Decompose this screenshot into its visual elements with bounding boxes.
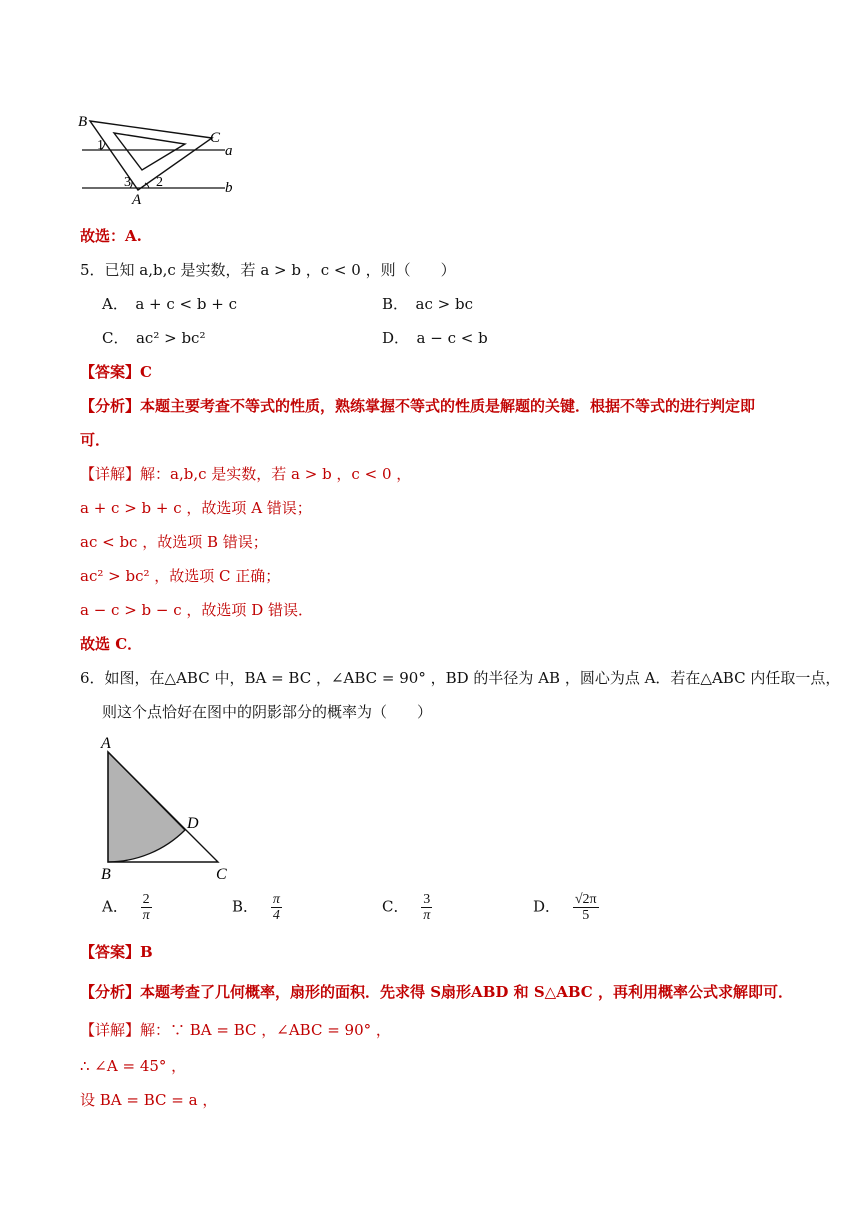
q6-option-b: [232, 892, 282, 923]
label-B: B: [78, 114, 88, 130]
q5-step4: a − c > b − c ，故选项 D 错误．: [80, 601, 313, 619]
q5-option-a: A． a + c < b + c: [102, 295, 237, 313]
q6-option-a-label: A．: [102, 897, 128, 916]
q5-option-d: D． a − c < b: [382, 329, 488, 347]
q6-answer: 【答案】B: [80, 943, 153, 961]
q6-option-d-fraction: $\frac{√2\pi}{5}$: [574, 892, 597, 923]
q6-stem-line2: 则这个点恰好在图中的阴影部分的概率为（ ）: [102, 703, 433, 721]
q6-option-d: [533, 892, 599, 923]
fig6-label-B: B: [101, 866, 111, 883]
q5-detail: 【详解】解：a,b,c 是实数，若 a > b ，c < 0 ，: [80, 465, 412, 483]
fig6-label-D: D: [187, 815, 199, 832]
label-line-b: b: [225, 180, 233, 196]
q5-conclusion: 故选 C．: [80, 635, 143, 653]
q5-option-c: C． ac² > bc²: [102, 329, 206, 347]
q5-stem: 5．已知 a,b,c 是实数，若 a > b ，c < 0 ，则（ ）: [80, 261, 456, 279]
q6-analysis: 【分析】本题考查了几何概率，扇形的面积．先求得 S扇形ABD 和 S△ABC ，再利用概率公式求解即可．: [80, 983, 793, 1001]
q6-option-b-label: B．: [232, 897, 259, 916]
figure-triangle-sector: [95, 730, 245, 885]
conclusion-q4: 故选：A.: [80, 227, 142, 245]
q6-step2: 设 BA = BC = a ，: [80, 1091, 218, 1109]
q6-option-d-label: D．: [533, 897, 561, 916]
q6-option-c-label: C．: [382, 897, 409, 916]
label-line-a: a: [225, 143, 233, 159]
q6-option-c: [382, 892, 432, 923]
q5-step3: ac² > bc² ，故选项 C 正确；: [80, 567, 281, 585]
q6-step1: ∴ ∠A = 45° ，: [80, 1057, 187, 1075]
angle-3: 3: [124, 175, 131, 190]
figure-triangle-parallel-lines: [70, 108, 250, 208]
q5-analysis-line1: 【分析】本题主要考查不等式的性质，熟练掌握不等式的性质是解题的关键．根据不等式的进行判定即: [80, 397, 756, 415]
label-A: A: [132, 192, 142, 208]
q5-step2: ac < bc ，故选项 B 错误；: [80, 533, 268, 551]
label-C: C: [210, 130, 221, 146]
q5-answer: 【答案】C: [80, 363, 152, 381]
q6-detail: 【详解】解：∵ BA = BC ，∠ABC = 90° ，: [80, 1021, 391, 1039]
q5-step1: a + c > b + c ，故选项 A 错误；: [80, 499, 312, 517]
q5-analysis-line2: 可．: [80, 431, 111, 449]
fig6-label-C: C: [216, 866, 227, 883]
angle-2: 2: [156, 175, 163, 190]
q6-stem-line1: 6．如图，在△ABC 中，BA = BC ，∠ABC = 90° ，BD 的半径为 AB ，圆心为点 A．若在△ABC 内任取一点，: [80, 669, 841, 687]
q6-option-b-fraction: $\frac{\pi}{4}$: [272, 892, 280, 923]
q5-option-b: B． ac > bc: [382, 295, 473, 313]
q6-option-a: [102, 892, 152, 923]
q6-option-a-fraction: $\frac{2}{\pi}$: [142, 892, 150, 923]
angle-1: 1: [97, 138, 104, 153]
q6-option-c-fraction: $\frac{3}{\pi}$: [423, 892, 431, 923]
fig6-label-A: A: [101, 735, 111, 752]
